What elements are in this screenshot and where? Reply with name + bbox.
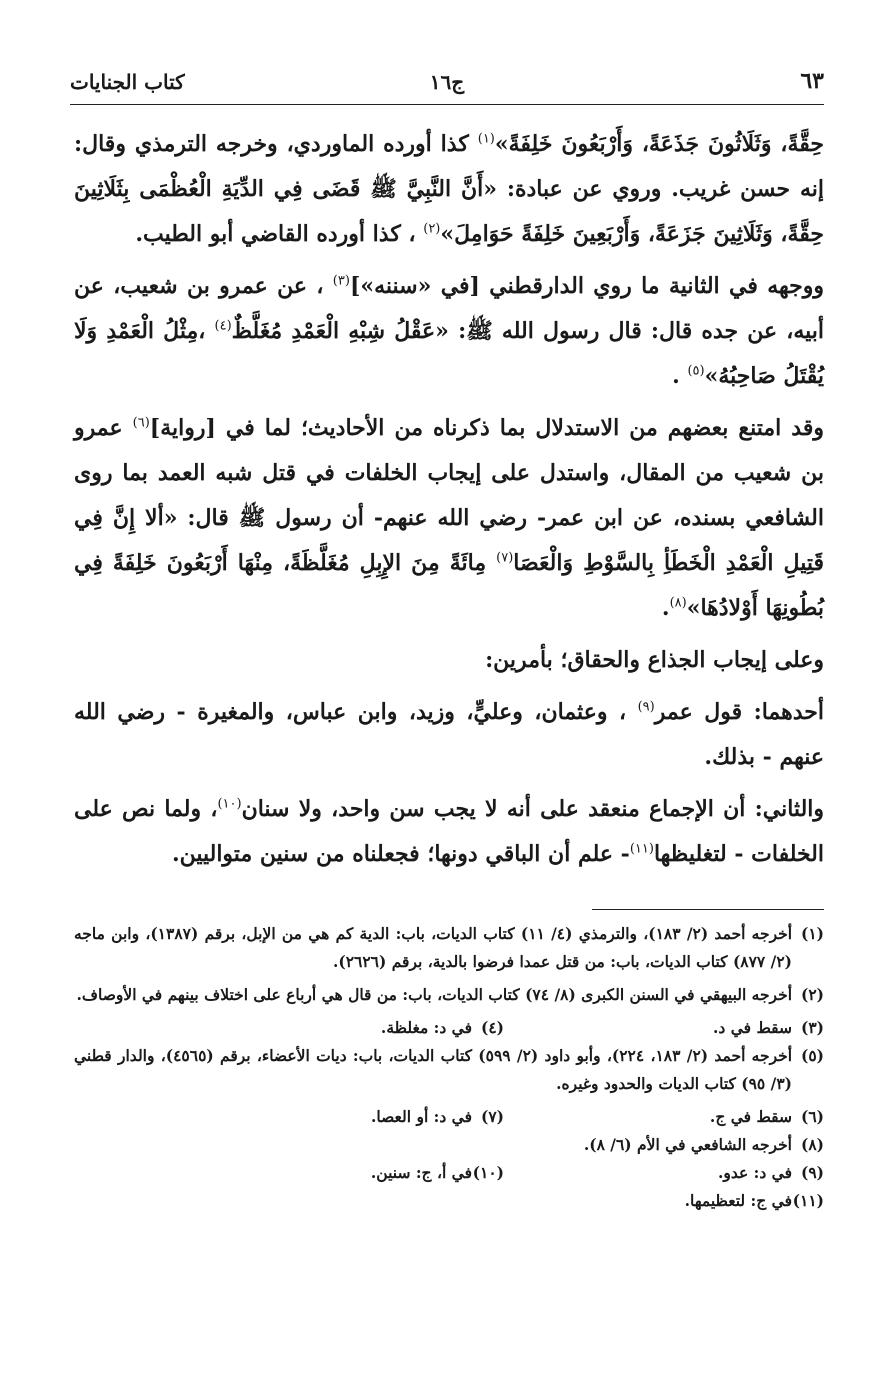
footnote-number: (٥)	[800, 1046, 824, 1065]
text-run: .	[661, 595, 670, 621]
footnote-item	[504, 1159, 824, 1187]
footnote-item	[74, 1187, 824, 1215]
footnote-divider	[592, 909, 824, 910]
footnote-text: في د: أو العصا.	[371, 1107, 472, 1126]
paragraph	[74, 264, 824, 399]
footnote-number: (٣)	[800, 1018, 824, 1037]
footnote-item	[74, 1042, 824, 1098]
footnote-item	[504, 1103, 824, 1131]
footnote-number: (٨)	[800, 1135, 824, 1154]
footnote-text: أخرجه البيهقي في السنن الكبرى (٨/ ٧٤) كتاب الديات، باب: من قال هي أرباع على اختلاف بينهم في الأوصاف.	[76, 985, 792, 1004]
text-run: ،مِثْلُ الْعَمْدِ وَلَا يُقْتَلُ صَاحِبُهُ»	[74, 318, 824, 389]
footnote-ref[interactable]: (٩)	[637, 699, 655, 715]
text-run: ، عن عمرو بن شعيب، عن أبيه، عن جده قال: قال رسول الله ﷺ: «عَقْلُ شِبْهِ الْعَمْدِ مُغَلَّظٌ	[74, 273, 824, 344]
footnotes	[74, 920, 824, 1215]
footnote-number: (٤)	[480, 1018, 504, 1037]
footnote-number: (٦)	[800, 1107, 824, 1126]
text-run: حِقَّةً، وَثَلَاثُونَ جَذَعَةً، وَأَرْبَعُونَ خَلِفَةً»	[494, 131, 824, 157]
footnote-text: سقط في د.	[713, 1018, 792, 1037]
footnote-item	[74, 920, 824, 976]
footnote-ref[interactable]: (٧)	[496, 550, 514, 566]
footnote-ref[interactable]: (٢)	[423, 221, 441, 237]
text-run: ووجهه في الثانية ما روي الدارقطني [في «سننه»]	[349, 273, 824, 299]
footnote-number: (٢)	[800, 985, 824, 1004]
volume-label: ج١٦	[429, 70, 465, 94]
footnote-pair	[74, 1103, 824, 1131]
footnote-text: أخرجه أحمد (٢/ ١٨٣)، والترمذي (٤/ ١١) كتاب الديات، باب: الدية كم هي من الإبل، برقم (١٣٨٧)، وابن ماجه (٢/ ٨٧٧) كتاب الديات، باب: من قتل عمدا فرضوا بالدية، برقم (٢٦٢٦).	[74, 924, 793, 971]
footnote-ref[interactable]: (٥)	[687, 363, 705, 379]
page-number: ٦٣	[800, 68, 824, 94]
footnote-text: في د: مغلظة.	[380, 1018, 472, 1037]
footnote-pair	[74, 1159, 824, 1187]
footnote-item	[74, 1131, 824, 1159]
footnote-ref[interactable]: (٦)	[132, 415, 150, 431]
footnote-item	[371, 1159, 504, 1187]
footnote-number: (٧)	[480, 1107, 504, 1126]
footnote-ref[interactable]: (٤)	[214, 318, 232, 334]
footnote-item	[504, 1014, 824, 1042]
footnote-item	[74, 981, 824, 1009]
paragraph	[74, 406, 824, 631]
text-run: مِائَةً مِنَ الإِبِلِ مُغَلَّظَةً، مِنْهَا أَرْبَعُونَ خَلِفَةً فِي بُطُونِهَا أَوْلادُهَا»	[74, 550, 824, 621]
footnote-ref[interactable]: (٣)	[332, 273, 350, 289]
text-run: أحدهما: قول عمر	[654, 699, 825, 725]
text-run: ، كذا أورده القاضي أبو الطيب.	[135, 221, 424, 247]
footnote-text: سقط في ج.	[709, 1107, 792, 1126]
footnote-text: في د: عدو.	[717, 1163, 792, 1182]
footnote-text: في أ، ج: سنين.	[370, 1163, 472, 1182]
footnote-pair	[74, 1014, 824, 1042]
footnote-item	[381, 1014, 504, 1042]
text-run: وقد امتنع بعضهم من الاستدلال بما ذكرناه من الأحاديث؛ لما في [رواية]	[149, 415, 824, 441]
text-run: - علم أن الباقي دونها؛ فجعلناه من سنين متواليين.	[171, 841, 630, 867]
book-title: كتاب الجنايات	[70, 70, 185, 94]
paragraph: وعلى إيجاب الجذاع والحقاق؛ بأمرين:	[485, 647, 824, 673]
footnote-number: (١)	[800, 924, 824, 943]
text-run: عمرو بن شعيب من المقال، واستدل على إيجاب الخلفات في قتل شبه العمد بما روى الشافعي بسنده، عن ابن عمر- رضي الله عنهم- أن رسول ﷺ قال: «ألا إِنَّ فِي قَتِيلِ الْعَمْدِ الْخَطَأِ بِالسَّوْطِ وَالْعَصَا	[74, 415, 824, 576]
footnote-number: (٩)	[800, 1163, 824, 1182]
footnote-ref[interactable]: (١٠)	[217, 796, 242, 812]
footnote-text: في ج: لتعظيمها.	[684, 1191, 792, 1210]
paragraph	[74, 787, 824, 877]
footnote-item	[371, 1103, 504, 1131]
text-run: .	[672, 363, 688, 389]
footnote-ref[interactable]: (١١)	[629, 841, 654, 857]
text-run: ، وعثمان، وعليٍّ، وزيد، وابن عباس، والمغيرة - رضي الله عنهم - بذلك.	[74, 699, 824, 770]
text-run: كذا أورده الماوردي، وخرجه الترمذي وقال: إنه حسن غريب. وروي عن عبادة: «أَنَّ النَّبِيَّ ﷺ قَضَى فِي الدِّيَةِ الْعُظْمَى بِثَلَاثِينَ حِقَّةً، وَثَلَاثِينَ جَزَعَةً، وَأَرْبَعِينَ خَلِفَةً حَوَامِلَ»	[74, 131, 824, 247]
text-run: ، ولما نص على الخلفات - لتغليظها	[74, 796, 824, 867]
footnote-text: أخرجه أحمد (٢/ ١٨٣، ٢٢٤)، وأبو داود (٢/ ٥٩٩) كتاب الديات، باب: ديات الأعضاء، برقم (٤٥٦٥)، والدار قطني (٣/ ٩٥) كتاب الديات والحدود وغيره.	[74, 1046, 793, 1093]
main-text	[74, 122, 824, 884]
paragraph	[74, 122, 824, 257]
text-run: والثاني: أن الإجماع منعقد على أنه لا يجب سن واحد، ولا سنان	[241, 796, 825, 822]
footnote-number: (١١)	[792, 1191, 824, 1210]
footnote-text: أخرجه الشافعي في الأم (٦/ ٨).	[583, 1135, 792, 1154]
paragraph	[74, 690, 824, 780]
footnote-ref[interactable]: (٨)	[669, 595, 687, 611]
footnote-number: (١٠)	[472, 1163, 504, 1182]
footnote-ref[interactable]: (١)	[477, 131, 495, 147]
running-header	[70, 68, 824, 105]
